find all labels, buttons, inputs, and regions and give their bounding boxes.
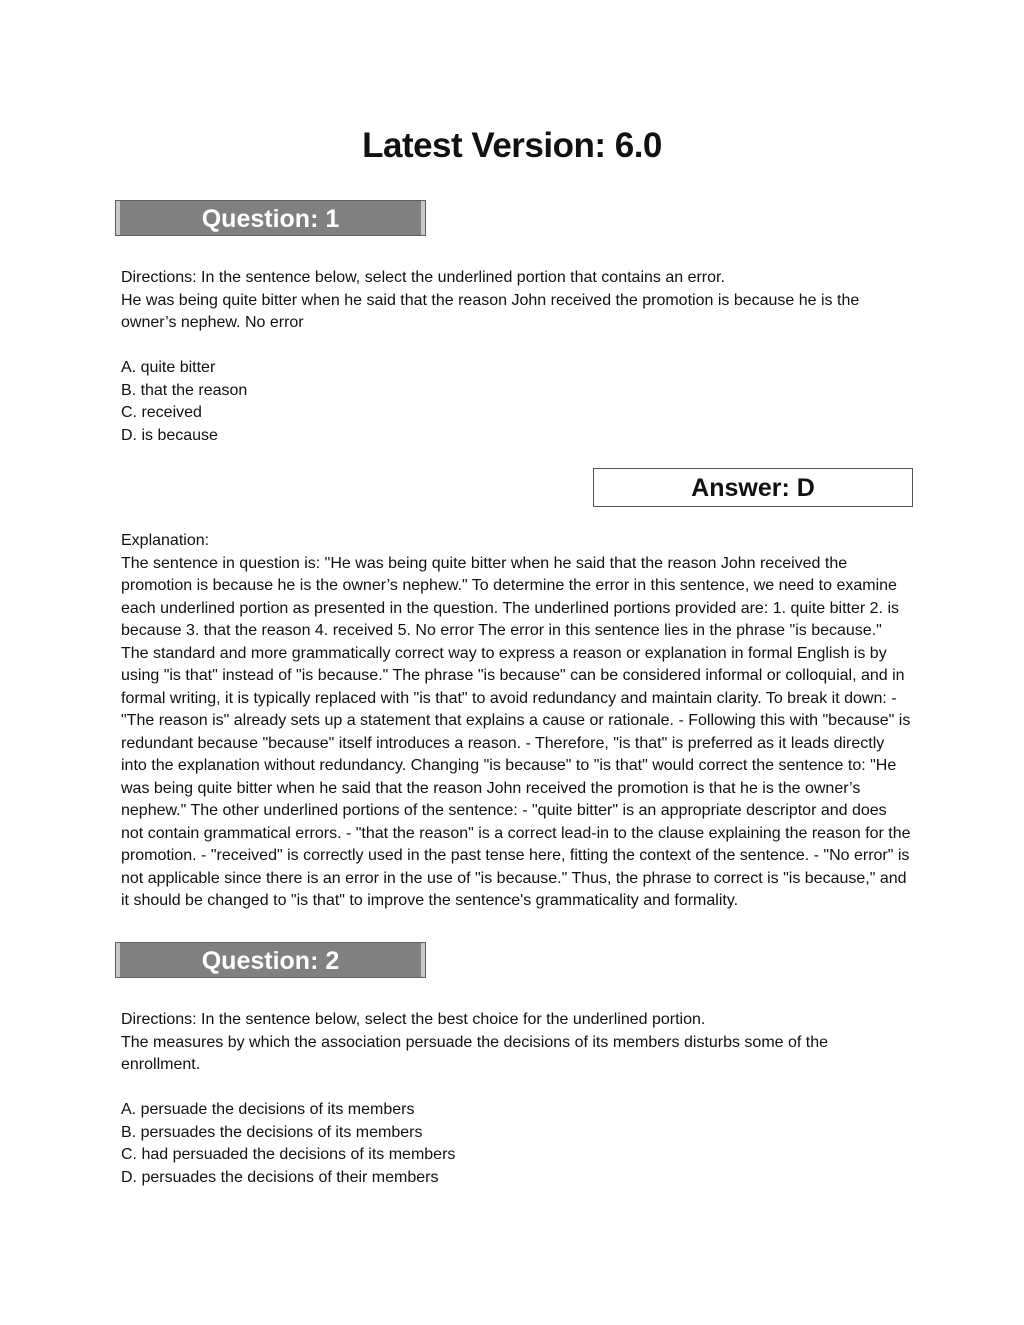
answer-box [593,468,913,507]
explanation-heading: Explanation: [121,532,210,549]
question-2-label: Question: 2 [201,947,340,975]
answer-label: Answer: D [691,474,815,502]
question-2-sentence: The measures by which the association persuade the decisions of its members disturbs some of the enrollment. [121,1033,829,1073]
explanation-text: The sentence in question is: "He was being quite bitter when he said that the reason John received the promotion is because he is the owner’s nephew." To determine the error in this sentence, we need to examine each underlined portion as presented in the question. The underlined portions provided are: 1. quite bitter 2. is because 3. that the reason 4. received 5. No error The error in this sentence lies in the phrase "is because." The standard and more grammatically correct way to express a reason or explanation in formal English is by using "is that" instead of "is because." The phrase "is because" can be considered informal or colloquial, and in formal writing, it is typically replaced with "is that" to avoid redundancy and maintain clarity. To break it down: - "The reason is" already sets up a statement that explains a cause or rationale. - Following this with "because" is redundant because "because" itself introduces a reason. - Therefore, "is that" is preferred as it leads directly into the explanation without redundancy. Changing "is because" to "is that" would correct the sentence to: "He was being quite bitter when he said that the reason John received the promotion is that he is the owner’s nephew." The other underlined portions of the sentence: - "quite bitter" is an appropriate descriptor and does not contain grammatical errors. - "that the reason" is a correct lead-in to the clause explaining the reason for the promotion. - "received" is correctly used in the past tense here, fitting the context of the sentence. - "No error" is not applicable since there is an error in the use of "is because." Thus, the phrase to correct is "is because," and it should be changed to "is that" to improve the sentence's grammaticality and formality. [121,554,911,909]
page-title: Latest Version: 6.0 [362,126,662,165]
question-2-body [121,1009,911,1077]
option-c: C. had persuaded the decisions of its members [121,1146,456,1163]
question-1-header [115,200,426,236]
option-d: D. is because [121,426,218,444]
explanation [121,530,911,913]
option-a: A. persuade the decisions of its members [121,1101,415,1118]
option-c: C. received [121,404,202,421]
question-2-header [115,942,426,978]
question-1-body [121,267,911,335]
option-d: D. persuades the decisions of their members [121,1168,439,1186]
option-a: A. quite bitter [121,359,216,376]
question-1-label: Question: 1 [201,205,340,233]
question-1-directions: Directions: In the sentence below, select the underlined portion that contains an error. [121,269,725,286]
question-2-options [121,1099,911,1189]
option-b: B. persuades the decisions of its members [121,1123,423,1141]
question-2-directions: Directions: In the sentence below, select the best choice for the underlined portion. [121,1011,706,1028]
question-1-options [121,357,911,447]
question-1-sentence: He was being quite bitter when he said that the reason John received the promotion is because he is the owner’s nephew. No error [121,291,860,331]
option-b: B. that the reason [121,381,248,399]
